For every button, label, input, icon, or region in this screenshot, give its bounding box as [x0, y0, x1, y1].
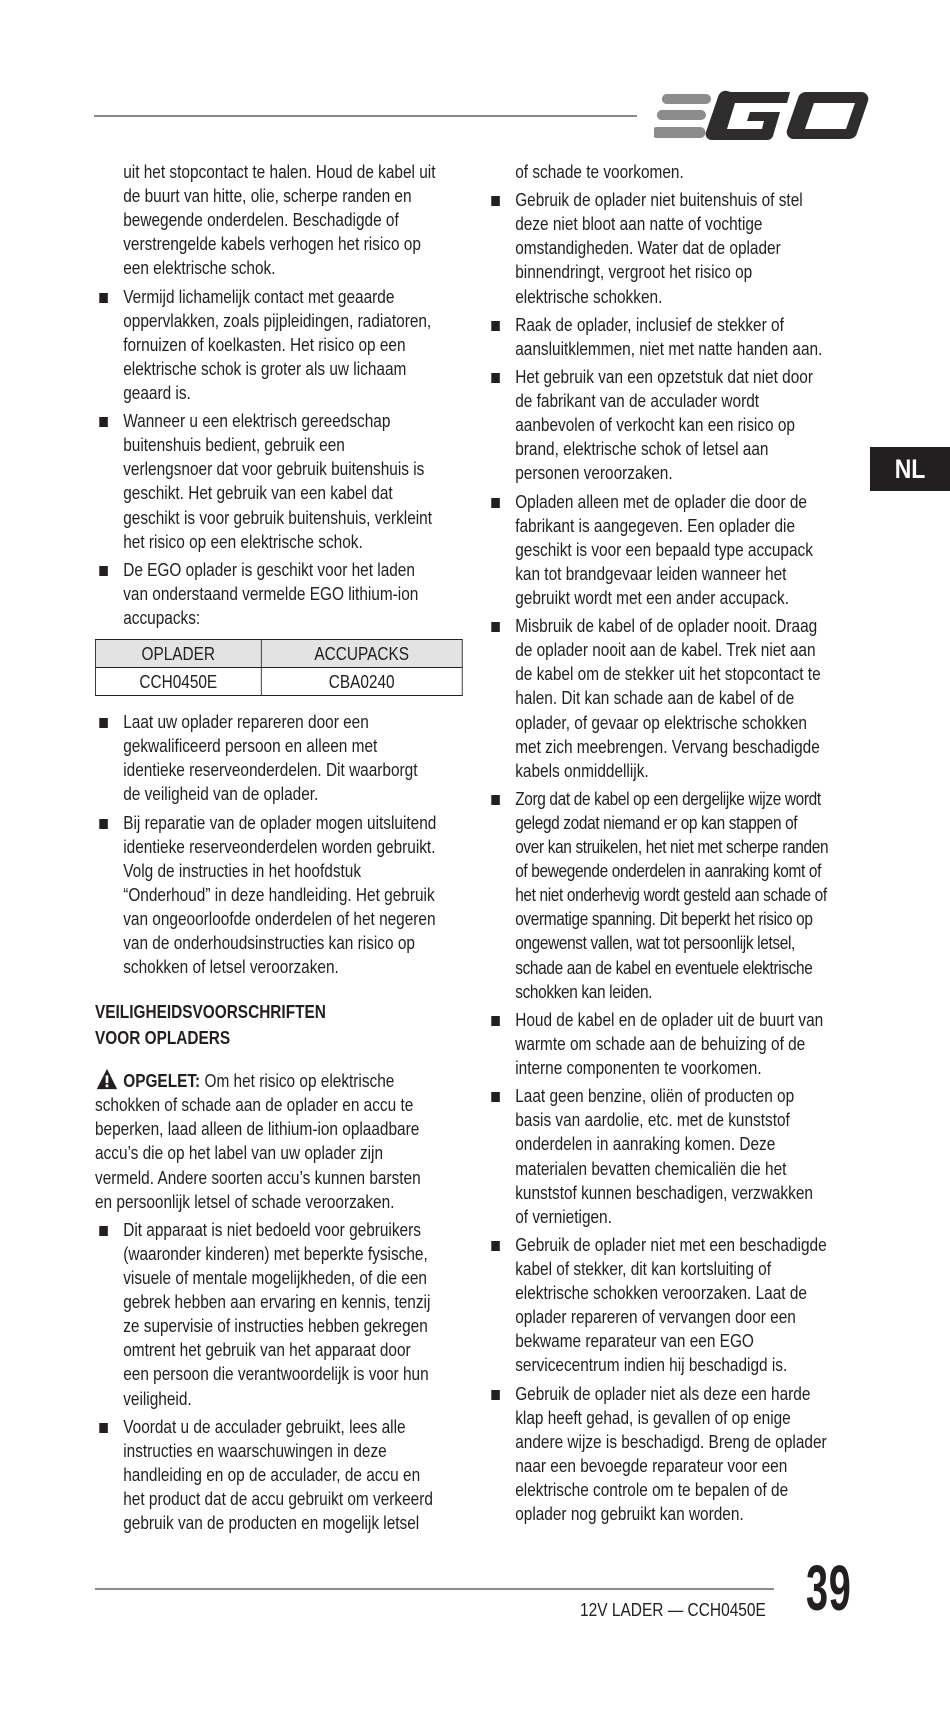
- bullet-square-icon: [491, 795, 500, 805]
- bullet-square-icon: [491, 622, 500, 632]
- logo-e-bars-icon: [654, 94, 711, 138]
- bullet-square-icon: [99, 293, 108, 303]
- charger-battery-table: [95, 639, 463, 696]
- header-rule: [94, 115, 637, 117]
- table-header-batteries: ACCUPACKS: [261, 640, 462, 668]
- continuation-text: of schade te voorkomen.: [515, 162, 684, 182]
- bullet-list: [95, 285, 437, 631]
- bullet-square-icon: [491, 1390, 500, 1400]
- right-column: [487, 160, 829, 1526]
- continuation-text: uit het stopcontact te halen. Houd de kabel uit de buurt van hitte, olie, scherpe randen en bewegende onderdelen. Beschadigde of verstrengelde kabels verhogen het risico op een elektrische schok.: [123, 162, 436, 279]
- bullet-list: [487, 188, 829, 1526]
- list-item: Houd de kabel en de oplader uit de buurt van warmte om schade aan de behuizing of de interne componenten te voorkomen.: [487, 1008, 829, 1080]
- list-item: Bij reparatie van de oplader mogen uitsluitend identieke reserveonderdelen worden gebruikt. Volg de instructies in het hoofdstuk “Onderhoud” in deze handleiding. Het gebruik van ongeoorloofde onderdelen of het negeren van de onderhoudsinstructies kan risico op schokken of letsel veroorzaken.: [95, 811, 437, 980]
- ego-logo: [654, 90, 872, 142]
- list-item: Misbruik de kabel of de oplader nooit. Draag de oplader nooit aan de kabel. Trek niet aan de kabel om de stekker uit het stopcontact te halen. Dit kan schade aan de kabel of de oplader, of gevaar op elektrische schokken met zich meebrengen. Vervang beschadigde kabels onmiddellijk.: [487, 614, 829, 783]
- list-item: Vermijd lichamelijk contact met geaarde oppervlakken, zoals pijpleidingen, radiatoren, fornuizen of koelkasten. Het risico op een elektrische schok is groter als uw lichaam geaard is.: [95, 285, 437, 405]
- bullet-list: [95, 1218, 437, 1535]
- list-item: Opladen alleen met de oplader die door de fabrikant is aangegeven. Een oplader die geschikt is voor een bepaald type accupack kan tot brandgevaar leiden wanneer het gebruikt wordt met een ander accupack.: [487, 490, 829, 610]
- bullet-list: [95, 710, 437, 979]
- footer-product-label: 12V LADER — CCH0450E: [580, 1600, 766, 1620]
- bullet-square-icon: [491, 373, 500, 383]
- bullet-square-icon: [491, 1241, 500, 1251]
- bullet-square-icon: [491, 498, 500, 508]
- language-tab: [870, 447, 950, 491]
- table-header-charger: OPLADER: [95, 640, 261, 668]
- list-item: Voordat u de acculader gebruikt, lees alle instructies en waarschuwingen in deze handleiding en op de acculader, de accu en het product dat de accu gebruikt om verkeerd gebruik van de producten en mogelijk letsel: [95, 1415, 437, 1535]
- list-item: Het gebruik van een opzetstuk dat niet door de fabrikant van de acculader wordt aanbevolen of verkocht kan een risico op brand, elektrische schok of letsel aan personen veroorzaken.: [487, 365, 829, 485]
- table-cell-charger: CCH0450E: [95, 668, 261, 696]
- bullet-square-icon: [491, 321, 500, 331]
- warning-text: Om het risico op elektrische schokken of schade aan de oplader en accu te beperken, laad alleen de lithium-ion oplaadbare accu’s die op het label van uw oplader zijn vermeld. Andere soorten accu’s kunnen barsten en persoonlijk letsel of schade veroorzaken.: [95, 1071, 421, 1212]
- warning-label: OPGELET:: [123, 1071, 201, 1092]
- list-item: Laat geen benzine, oliën of producten op basis van aardolie, etc. met de kunststof onderdelen in aanraking komen. Deze materialen bevatten chemicaliën die het kunststof kunnen beschadigen, verzwakken of vernietigen.: [487, 1084, 829, 1229]
- list-item: Laat uw oplader repareren door een gekwalificeerd persoon en alleen met identieke reserveonderdelen. Dit waarborgt de veiligheid van de oplader.: [95, 710, 437, 806]
- table-row: [95, 668, 462, 696]
- table-cell-battery: CBA0240: [261, 668, 462, 696]
- list-item: Gebruik de oplader niet als deze een harde klap heeft gehad, is gevallen of op enige andere wijze is beschadigd. Breng de oplader naar een bevoegde reparateur voor een elektrische controle om te bepalen of de oplader nog gebruikt kan worden.: [487, 1382, 829, 1527]
- language-tab-label: NL: [894, 453, 926, 484]
- left-column: [95, 160, 437, 1535]
- footer-rule: [95, 1588, 774, 1590]
- list-item: Wanneer u een elektrisch gereedschap buitenshuis bedient, gebruik een verlengsnoer dat voor gebruik buitenshuis is geschikt. Het gebruik van een kabel dat geschikt is voor gebruik buitenshuis, verkleint het risico op een elektrische schok.: [95, 409, 437, 554]
- list-item: Dit apparaat is niet bedoeld voor gebruikers (waaronder kinderen) met beperkte fysische, visuele of mentale mogelijkheden, of die een gebrek hebben aan ervaring en kennis, tenzij ze supervisie of instructies hebben gekregen omtrent het gebruik van het apparaat door een persoon die verantwoordelijk is voor hun veiligheid.: [95, 1218, 437, 1411]
- warning-paragraph: [95, 1068, 437, 1214]
- bullet-square-icon: [99, 1423, 108, 1433]
- section-heading: VEILIGHEIDSVOORSCHRIFTEN VOOR OPLADERS: [95, 1002, 326, 1049]
- bullet-square-icon: [99, 718, 108, 728]
- list-item: Zorg dat de kabel op een dergelijke wijze wordt gelegd zodat niemand er op kan stappen of over kan struikelen, het niet met scherpe randen of bewegende onderdelen in aanraking komt of het niet onderhevig wordt gesteld aan schade of overmatige spanning. Dit beperkt het risico op ongewenst vallen, wat tot persoonlijk letsel, schade aan de kabel en eventuele elektrische schokken kan leiden.: [487, 787, 829, 1004]
- list-item: Raak de oplader, inclusief de stekker of aansluitklemmen, niet met natte handen aan.: [487, 313, 829, 361]
- list-item: De EGO oplader is geschikt voor het laden van onderstaand vermelde EGO lithium-ion accupacks:: [95, 558, 437, 630]
- warning-triangle-icon: [95, 1068, 119, 1090]
- list-item: Gebruik de oplader niet buitenshuis of stel deze niet bloot aan natte of vochtige omstandigheden. Water dat de oplader binnendringt, vergroot het risico op elektrische schokken.: [487, 188, 829, 308]
- table-header-row: [95, 640, 462, 668]
- bullet-square-icon: [99, 1226, 108, 1236]
- bullet-square-icon: [491, 1016, 500, 1026]
- bullet-square-icon: [99, 819, 108, 829]
- list-item: Gebruik de oplader niet met een beschadigde kabel of stekker, dit kan kortsluiting of elektrische schokken veroorzaken. Laat de oplader repareren of vervangen door een bekwame reparateur van een EGO servicecentrum indien hij beschadigd is.: [487, 1233, 829, 1378]
- logo-go-letters-icon: [706, 91, 869, 140]
- bullet-square-icon: [99, 417, 108, 427]
- bullet-square-icon: [99, 566, 108, 576]
- page-number: 39: [806, 1552, 852, 1624]
- bullet-square-icon: [491, 196, 500, 206]
- bullet-square-icon: [491, 1092, 500, 1102]
